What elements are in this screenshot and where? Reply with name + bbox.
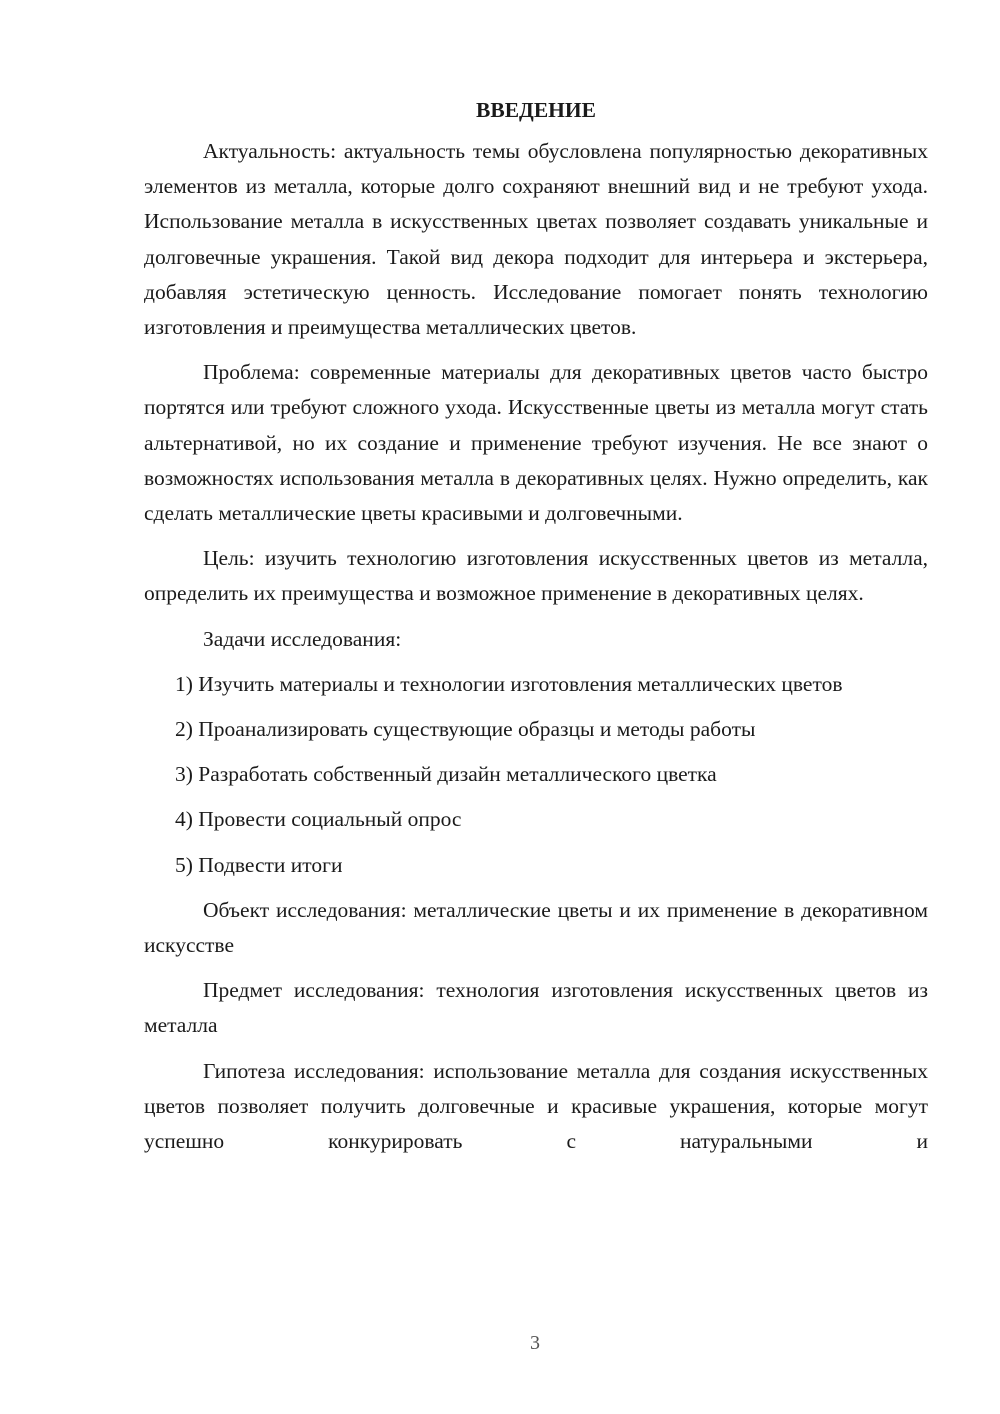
goal-paragraph: Цель: изучить технологию изготовления искусственных цветов из металла, определить их преимущества и возможное применение в декоративных целях.: [144, 546, 928, 606]
object-paragraph: Объект исследования: металлические цветы и их применение в декоративном искусстве: [144, 897, 928, 958]
task-item: 3) Разработать собственный дизайн металлического цветка: [175, 762, 717, 787]
subject-paragraph: Предмет исследования: технология изготовления искусственных цветов из металла: [144, 978, 928, 1038]
task-item: 2) Проанализировать существующие образцы и методы работы: [175, 717, 756, 742]
tasks-heading: Задачи исследования:: [203, 626, 402, 651]
page-number: 3: [530, 1332, 540, 1354]
tasks-list: [144, 667, 928, 883]
task-item: 1) Изучить материалы и технологии изготовления металлических цветов: [175, 671, 843, 696]
problem-paragraph: Проблема: современные материалы для декоративных цветов часто быстро портятся или требуют сложного ухода. Искусственные цветы из металла могут стать альтернативой, но их создание и применение требуют изучения. Не все знают о возможностях использования металла в декоративных целях. Нужно определить, как сделать металлические цветы красивыми и долговечными.: [144, 360, 928, 526]
relevance-paragraph: Актуальность: актуальность темы обусловлена популярностью декоративных элементов из металла, которые долго сохраняют внешний вид и не требуют ухода. Использование металла в искусственных цветах позволяет создавать уникальные и долговечные украшения. Такой вид декора подходит для интерьера и экстерьера, добавляя эстетическую ценность. Исследование помогает понять технологию изготовления и преимущества металлических цветов.: [144, 139, 928, 340]
task-item: 4) Провести социальный опрос: [175, 807, 462, 832]
section-title: ВВЕДЕНИЕ: [476, 98, 596, 122]
hypothesis-paragraph: Гипотеза исследования: использование металла для создания искусственных цветов позволяет получить долговечные и красивые украшения, которые могут успешно конкурировать с натуральными и: [144, 1058, 928, 1154]
document-page: [144, 92, 928, 1169]
task-item: 5) Подвести итоги: [175, 852, 343, 877]
